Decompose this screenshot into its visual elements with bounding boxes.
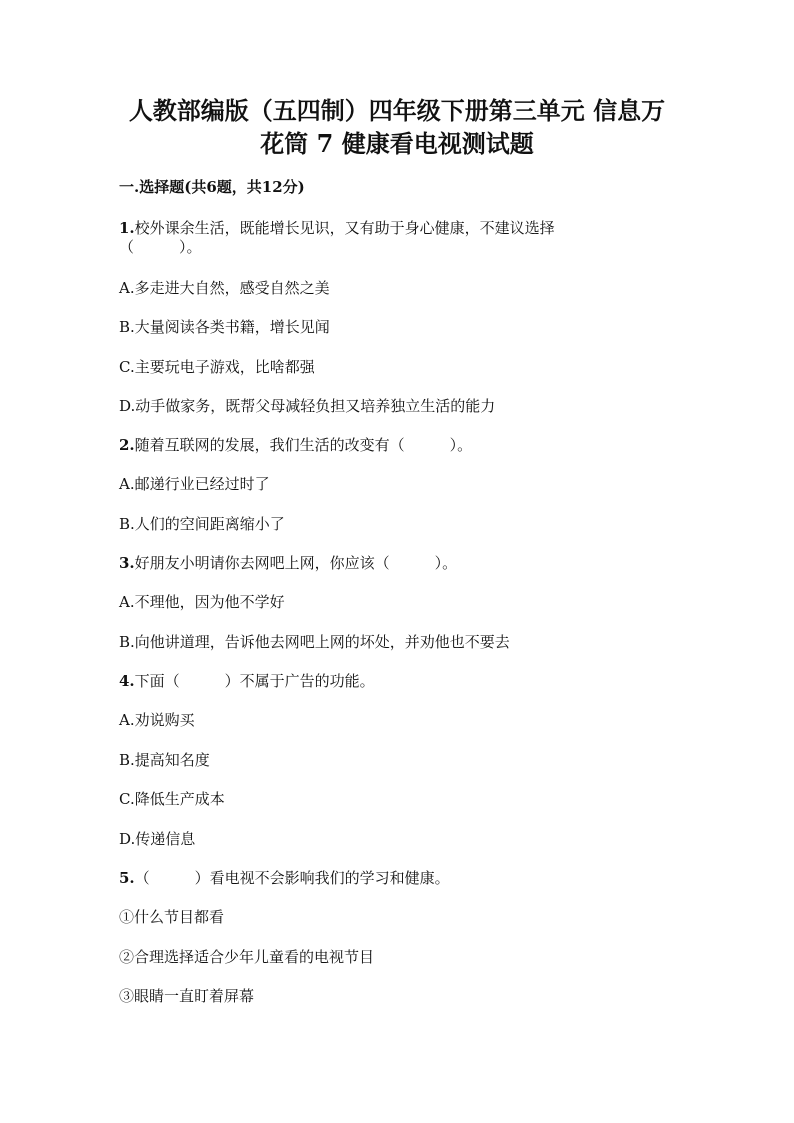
question-5 [119,868,450,888]
question-4-option-b: B.提高知名度 [119,751,210,769]
question-1-option-c: C.主要玩电子游戏，比啥都强 [119,358,315,376]
question-3-option-a: A.不理他，因为他不学好 [119,593,285,611]
question-5-option-2: ②合理选择适合少年儿童看的电视节目 [119,948,375,966]
question-1-blank: （ ）。 [119,238,202,256]
question-1-option-a: A.多走进大自然，感受自然之美 [119,279,330,297]
question-2-option-a: A.邮递行业已经过时了 [119,475,270,493]
question-number: 2. [119,436,135,454]
document-title-line2: 花筒 7 健康看电视测试题 [260,129,534,158]
question-1-option-b: B.大量阅读各类书籍，增长见闻 [119,318,330,336]
question-1-option-d: D.动手做家务，既帮父母减轻负担又培养独立生活的能力 [119,397,496,415]
question-2-option-b: B.人们的空间距离缩小了 [119,515,285,533]
question-text: 校外课余生活，既能增长见识，又有助于身心健康，不建议选择 [134,219,555,237]
question-4-option-c: C.降低生产成本 [119,790,225,808]
document-title-line1: 人教部编版（五四制）四年级下册第三单元 信息万 [128,96,666,125]
question-text: 随着互联网的发展，我们生活的改变有（ ）。 [134,436,473,454]
question-5-option-1: ①什么节目都看 [119,908,225,926]
question-1 [119,218,555,238]
question-4 [119,671,375,691]
question-number: 1. [119,219,135,237]
question-text: （ ）看电视不会影响我们的学习和健康。 [134,869,450,887]
question-3 [119,553,457,573]
question-text: 好朋友小明请你去网吧上网，你应该（ ）。 [134,554,458,572]
question-number: 5. [119,869,135,887]
question-4-option-d: D.传递信息 [119,830,196,848]
question-4-option-a: A.劝说购买 [119,711,195,729]
section-heading: 一.选择题(共6题，共12分) [119,178,305,196]
question-number: 4. [119,672,135,690]
question-5-option-3: ③眼睛一直盯着屏幕 [119,987,255,1005]
question-2 [119,435,472,455]
question-text: 下面（ ）不属于广告的功能。 [134,672,375,690]
question-3-option-b: B.向他讲道理，告诉他去网吧上网的坏处，并劝他也不要去 [119,633,510,651]
question-number: 3. [119,554,135,572]
